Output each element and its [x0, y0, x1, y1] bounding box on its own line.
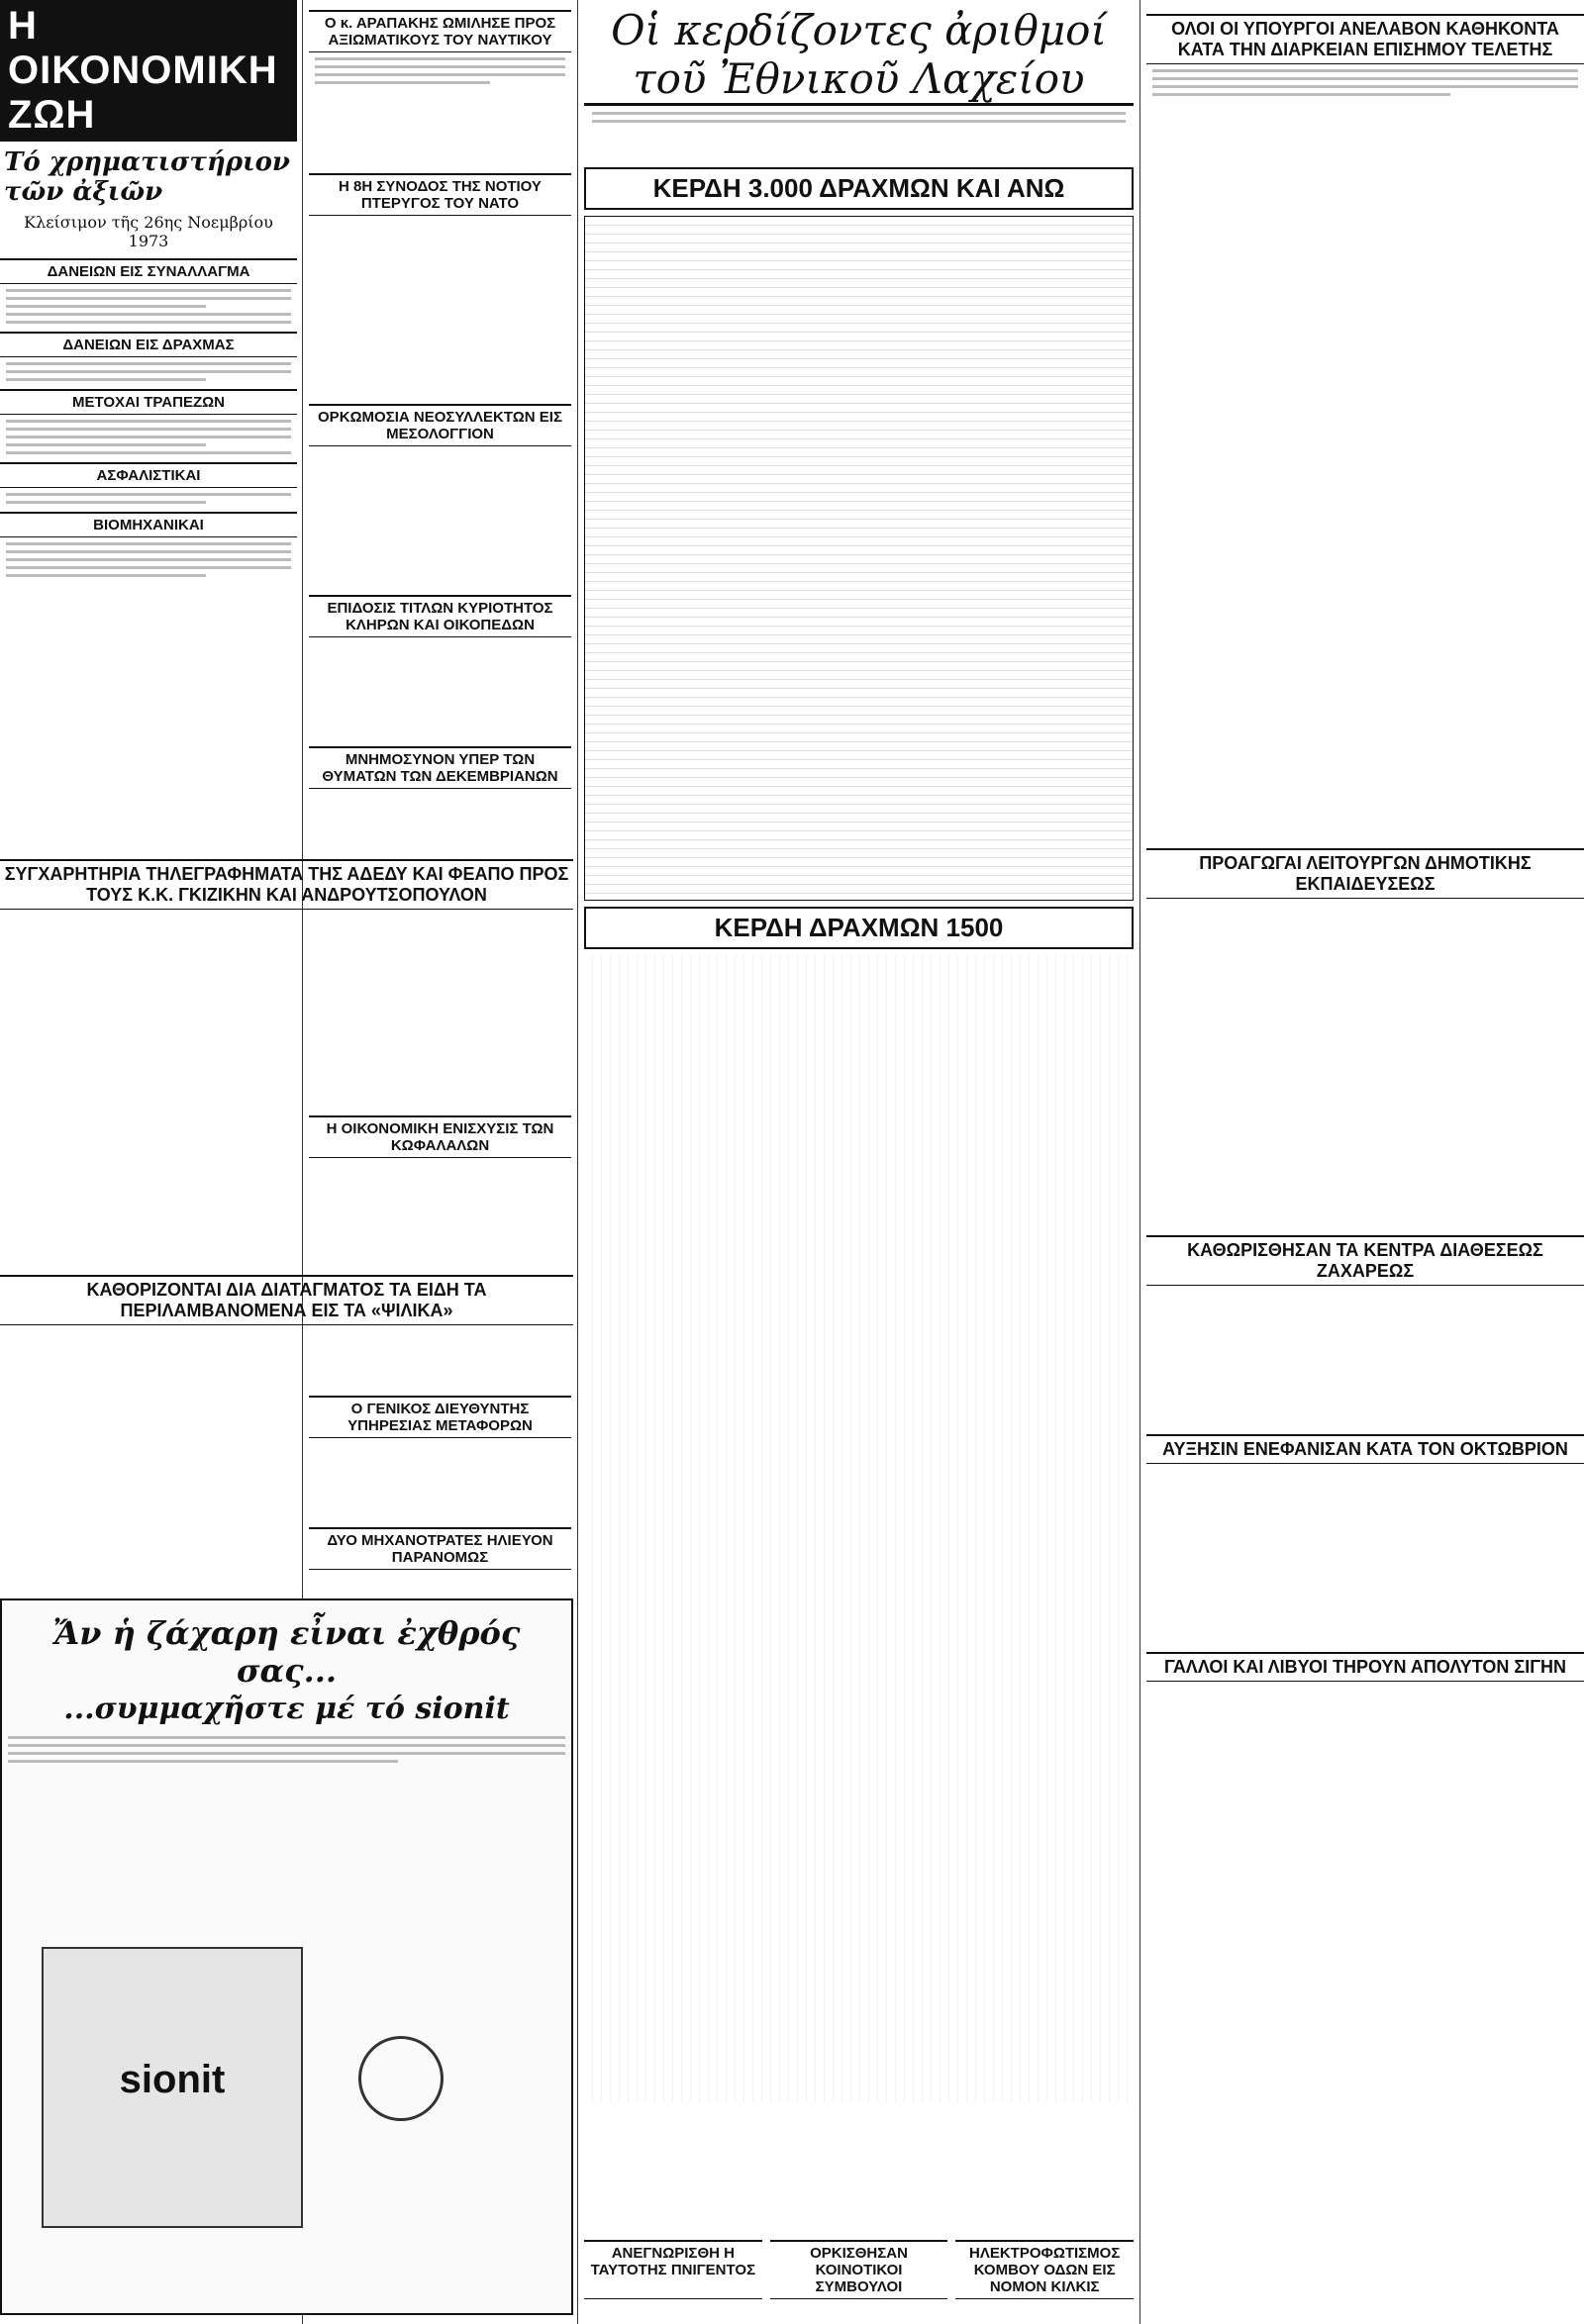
- news-head: ΚΑΘΩΡΙΣΘΗΣΑΝ ΤΑ ΚΕΝΤΡΑ ΔΙΑΘΕΣΕΩΣ ΖΑΧΑΡΕΩΣ: [1146, 1235, 1584, 1286]
- body-text-placeholder: [1152, 69, 1578, 96]
- ad-headline: Ἄν ἡ ζάχαρη εἶναι ἐχθρός σας...: [52, 1614, 521, 1690]
- section-head: ΔΑΝΕΙΩΝ ΕΙΣ ΣΥΝΑΛΛΑΓΜΑ: [0, 258, 297, 284]
- stock-exchange-date: Κλείσιμον τῆς 26ης Νοεμβρίου 1973: [24, 213, 273, 250]
- bayer-logo: [358, 2036, 444, 2121]
- news-head: ΟΡΚΩΜΟΣΙΑ ΝΕΟΣΥΛΛΕΚΤΩΝ ΕΙΣ ΜΕΣΟΛΟΓΓΙΟΝ: [309, 404, 571, 446]
- news-head: ΠΡΟΑΓΩΓΑΙ ΛΕΙΤΟΥΡΓΩΝ ΔΗΜΟΤΙΚΗΣ ΕΚΠΑΙΔΕΥΣΕΩΣ: [1146, 848, 1584, 899]
- body-text-placeholder: [6, 362, 291, 381]
- article-head: ΚΑΘΟΡΙΖΟΝΤΑΙ ΔΙΑ ΔΙΑΤΑΓΜΑΤΟΣ ΤΑ ΕΙΔΗ ΤΑ ΠΕΡΙΛΑΜΒΑΝΟΜΕΝΑ ΕΙΣ ΤΑ «ΨΙΛΙΚΑ»: [0, 1275, 573, 1325]
- lottery-numbers-placeholder: [584, 955, 1134, 2103]
- lottery-title: Οἱ κερδίζοντες ἀριθμοί τοῦ Ἐθνικοῦ Λαχείου: [584, 6, 1134, 106]
- news-head: ΟΛΟΙ ΟΙ ΥΠΟΥΡΓΟΙ ΑΝΕΛΑΒΟΝ ΚΑΘΗΚΟΝΤΑ ΚΑΤΑ ΤΗΝ ΔΙΑΡΚΕΙΑΝ ΕΠΙΣΗΜΟΥ ΤΕΛΕΤΗΣ: [1146, 14, 1584, 64]
- body-text-placeholder: [315, 57, 565, 84]
- news-head: Ο κ. ΑΡΑΠΑΚΗΣ ΩΜΙΛΗΣΕ ΠΡΟΣ ΑΞΙΩΜΑΤΙΚΟΥΣ ΤΟΥ ΝΑΥΤΙΚΟΥ: [309, 10, 571, 52]
- body-text-placeholder: [6, 493, 291, 504]
- news-head: ΟΡΚΙΣΘΗΣΑΝ ΚΟΙΝΟΤΙΚΟΙ ΣΥΜΒΟΥΛΟΙ: [770, 2240, 948, 2299]
- body-text-placeholder: [6, 420, 291, 454]
- body-text-placeholder: [6, 289, 291, 324]
- section-head: ΔΑΝΕΙΩΝ ΕΙΣ ΔΡΑΧΜΑΣ: [0, 332, 297, 357]
- body-text-placeholder: [8, 1736, 565, 1763]
- news-head: ΓΑΛΛΟΙ ΚΑΙ ΛΙΒΥΟΙ ΤΗΡΟΥΝ ΑΠΟΛΥΤΟΝ ΣΙΓΗΝ: [1146, 1652, 1584, 1682]
- section-head: ΜΕΤΟΧΑΙ ΤΡΑΠΕΖΩΝ: [0, 389, 297, 415]
- news-head: ΗΛΕΚΤΡΟΦΩΤΙΣΜΟΣ ΚΟΜΒΟΥ ΟΔΩΝ ΕΙΣ ΝΟΜΟΝ ΚΙΛΚΙΣ: [955, 2240, 1134, 2299]
- column-government: [1146, 0, 1584, 2324]
- prize-band: ΚΕΡΔΗ ΔΡΑΧΜΩΝ 1500: [584, 907, 1134, 949]
- news-head: Ο ΓΕΝΙΚΟΣ ΔΙΕΥΘΥΝΤΗΣ ΥΠΗΡΕΣΙΑΣ ΜΕΤΑΦΟΡΩΝ: [309, 1396, 571, 1438]
- lottery-table-placeholder: [584, 216, 1134, 901]
- product-name: sionit: [119, 2058, 226, 2101]
- column-rule: [577, 0, 578, 2324]
- body-text-placeholder: [6, 542, 291, 577]
- section-head: ΑΣΦΑΛΙΣΤΙΚΑΙ: [0, 462, 297, 488]
- article-head: ΣΥΓΧΑΡΗΤΗΡΙΑ ΤΗΛΕΓΡΑΦΗΜΑΤΑ ΤΗΣ ΑΔΕΔΥ ΚΑΙ ΦΕΑΠΟ ΠΡΟΣ ΤΟΥΣ Κ.Κ. ΓΚΙΖΙΚΗΝ ΚΑΙ ΑΝΔΡΟΥΤΣΟΠΟΥΛΟΝ: [0, 859, 573, 910]
- news-head: ΔΥΟ ΜΗΧΑΝΟΤΡΑΤΕΣ ΗΛΙΕΥΟΝ ΠΑΡΑΝΟΜΩΣ: [309, 1527, 571, 1570]
- product-box-image: [42, 1947, 303, 2228]
- news-head: ΑΥΞΗΣΙΝ ΕΝΕΦΑΝΙΣΑΝ ΚΑΤΑ ΤΟΝ ΟΚΤΩΒΡΙΟΝ: [1146, 1434, 1584, 1464]
- news-head: Η ΟΙΚΟΝΟΜΙΚΗ ΕΝΙΣΧΥΣΙΣ ΤΩΝ ΚΩΦΑΛΑΛΩΝ: [309, 1115, 571, 1158]
- news-head: ΜΝΗΜΟΣΥΝΟΝ ΥΠΕΡ ΤΩΝ ΘΥΜΑΤΩΝ ΤΩΝ ΔΕΚΕΜΒΡΙΑΝΩΝ: [309, 746, 571, 789]
- prize-band: ΚΕΡΔΗ 3.000 ΔΡΑΧΜΩΝ ΚΑΙ ΑΝΩ: [584, 167, 1134, 210]
- news-head: ΑΝΕΓΝΩΡΙΣΘΗ Η ΤΑΥΤΟΤΗΣ ΠΝΙΓΕΝΤΟΣ: [584, 2240, 762, 2299]
- news-head: ΕΠΙΔΟΣΙΣ ΤΙΤΛΩΝ ΚΥΡΙΟΤΗΤΟΣ ΚΛΗΡΩΝ ΚΑΙ ΟΙΚΟΠΕΔΩΝ: [309, 595, 571, 637]
- stock-exchange-head: Τό χρηματιστήριον τῶν ἀξιῶν: [4, 147, 290, 207]
- column-lottery: [584, 0, 1134, 2324]
- section-head: ΒΙΟΜΗΧΑΝΙΚΑΙ: [0, 512, 297, 537]
- column-rule: [1139, 0, 1140, 2324]
- body-text-placeholder: [592, 112, 1126, 161]
- ad-subheadline: ...συμμαχῆστε μέ τό sionit: [63, 1692, 510, 1726]
- masthead-economy: Η ΟΙΚΟΝΟΜΙΚΗ ΖΩΗ: [0, 0, 297, 142]
- news-head: Η 8Η ΣΥΝΟΔΟΣ ΤΗΣ ΝΟΤΙΟΥ ΠΤΕΡΥΓΟΣ ΤΟΥ ΝΑΤΟ: [309, 173, 571, 216]
- sionit-advertisement: [0, 1598, 573, 2315]
